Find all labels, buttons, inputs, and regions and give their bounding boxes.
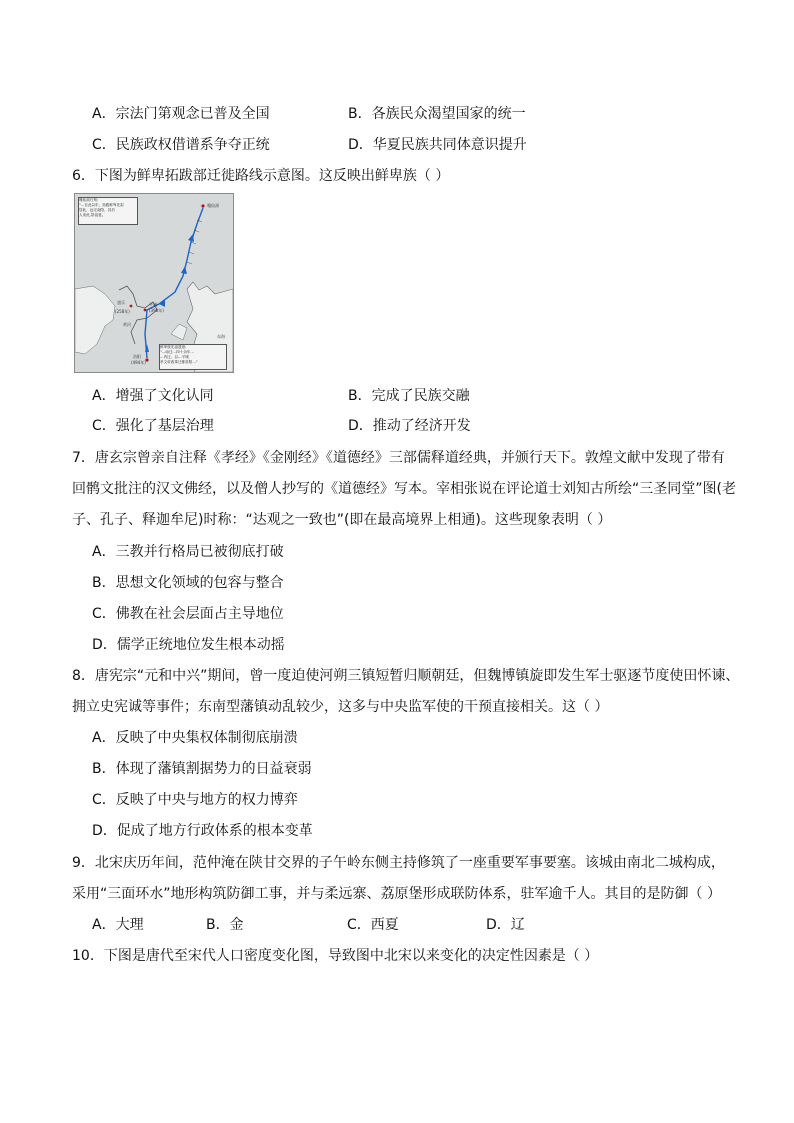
q8-option-d: D．促成了地方行政体系的根本变革	[92, 823, 313, 839]
q6-stem: 6．下图为鲜卑拓跋部迁徙路线示意图。这反映出鲜卑族（ ）	[72, 168, 450, 184]
q7-stem-line: 子、孔子、释迦牟尼)时称：“达观之一致也”(即在最高境界上相通)。这些现象表明（ ）	[72, 512, 612, 528]
gaxian-dot	[201, 204, 204, 207]
shengle-dot	[130, 305, 133, 308]
q7-option-d: D．儒学正统地位发生根本动摇	[92, 637, 285, 653]
west-region	[75, 286, 115, 354]
q9-stem-line: 9．北宋庆历年间，范仲淹在陕甘交界的子午岭东侧主持修筑了一座重要军事要塞。该城由南北二城构成，	[72, 855, 725, 871]
migration-map	[74, 193, 234, 373]
q10-stem: 10．下图是唐代至宋代人口密度变化图，导致图中北宋以来变化的决定性因素是（ ）	[72, 948, 599, 964]
q7-option-c: C．佛教在社会层面占主导地位	[92, 606, 284, 622]
q5-option-d: D．华夏民族共同体意识提升	[348, 137, 527, 153]
q6-option-b: B．完成了民族交融	[348, 388, 470, 404]
q5-option-c: C．民族政权借谱系争夺正统	[92, 137, 270, 153]
q7-stem-line: 回鹘文批注的汉文佛经，以及僧人抄写的《道德经》写本。宰相张说在评论道士刘知古所绘“三圣同堂”图(老	[72, 481, 736, 497]
year-shengle: (258年)	[115, 309, 130, 314]
q8-option-b: B．体现了藩镇割据势力的日益衰弱	[92, 761, 312, 777]
q9-stem-line: 采用“三面环水”地形构筑防御工事，并与柔远寨、荔原堡形成联防体系，驻军逾千人。其目的是防御（ ）	[72, 886, 721, 902]
q8-stem-line: 8．唐宪宗“元和中兴”期间，曾一度迫使河朔三镇短暂归顺朝廷，但魏博镇旋即发生军士驱逐节度使田怀谏、	[72, 668, 740, 684]
map-caption-top-line: 人来此,祭祖意。	[79, 213, 106, 217]
route-arrows	[145, 234, 194, 352]
q6-option-a: A．增强了文化认同	[92, 388, 214, 404]
q8-stem-line: 拥立史宪诚等事件；东南型藩镇动乱较少，这多与中央监军使的干预直接相关。这（ ）	[72, 699, 609, 715]
yellow-river	[119, 286, 157, 344]
route-ticks	[187, 220, 202, 264]
q5-option-a: A．宗法门第观念已普及全国	[92, 106, 270, 122]
map-caption-bottom-line: "…南迁…四十余年…	[160, 350, 194, 354]
map-caption-bottom	[159, 344, 227, 370]
q8-option-c: C．反映了中央与地方的权力博弈	[92, 792, 298, 808]
map-caption-top-line: 居此，远迁南阳，其后	[79, 208, 115, 212]
place-gaxian: 嘎仙洞	[207, 203, 219, 208]
q9-option-d: D．辽	[486, 917, 525, 933]
q9-option-a: A．大理	[92, 917, 144, 933]
year-pingcheng: (398年)	[149, 308, 164, 313]
q6-option-d: D．推动了经济开发	[348, 418, 471, 434]
map-caption-top-line: 嘎仙洞石刻:	[79, 198, 99, 202]
q7-option-a: A．三教并行格局已被彻底打破	[92, 544, 284, 560]
place-pingcheng: 平城	[149, 302, 157, 307]
map-caption-bottom-line: 孝文帝改革迁都洛阳…"	[160, 360, 198, 364]
q9-option-b: B．金	[206, 917, 244, 933]
map-caption-bottom-line: …内迁，以…平城	[160, 355, 189, 359]
place-luoyang: 洛阳	[133, 354, 141, 359]
bay-region	[171, 324, 187, 340]
place-sea: 东海	[217, 334, 225, 339]
place-river: 黄河	[123, 322, 131, 327]
place-shengle: 盛乐	[117, 300, 125, 305]
map-caption-top-line: "…自此以东，拓跋鲜卑先祖	[79, 203, 124, 207]
q7-stem-line: 7．唐玄宗曾亲自注释《孝经》《金刚经》《道德经》三部儒释道经典，并颁行天下。敦煌文献中发现了带有	[72, 450, 725, 466]
q5-option-b: B．各族民众渴望国家的统一	[348, 106, 526, 122]
map-caption-top	[78, 197, 138, 225]
q7-option-b: B．思想文化领域的包容与整合	[92, 575, 284, 591]
pingcheng-dot	[144, 309, 147, 312]
year-luoyang: (494年)	[131, 360, 146, 365]
q6-option-c: C．强化了基层治理	[92, 418, 214, 434]
q8-option-a: A．反映了中央集权体制彻底崩溃	[92, 730, 298, 746]
map-caption-bottom-line: 鲜卑族先祖遗迹:	[160, 345, 187, 349]
q9-option-c: C．西夏	[347, 917, 399, 933]
